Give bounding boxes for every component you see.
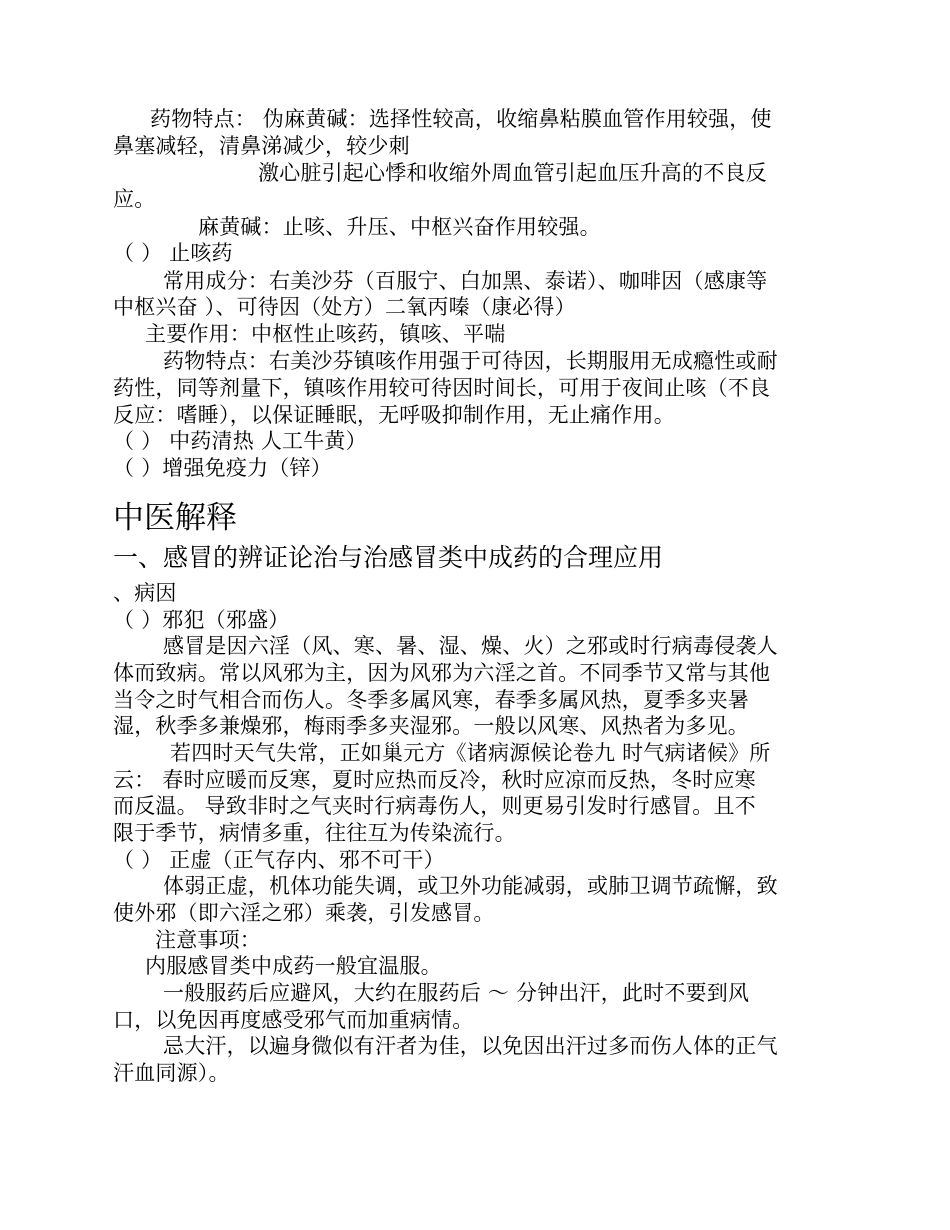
paragraph-line: 而反温。 导致非时之气夹时行病毒伤人，则更易引发时行感冒。且不 bbox=[113, 794, 756, 818]
paragraph-line: 常用成分：右美沙芬（百服宁、白加黑、泰诺）、咖啡因（感康等 bbox=[163, 269, 768, 293]
paragraph-line: 当令之时气相合而伤人。冬季多属风寒，春季多属风热，夏季多夹暑 bbox=[113, 688, 749, 712]
list-item-heading: （ ） 中药清热 人工牛黄） bbox=[113, 429, 367, 453]
paragraph-line: 口，以免因再度感受邪气而加重病情。 bbox=[113, 1008, 474, 1032]
list-item-heading: （ ） 正虚（正气存内、邪不可干） bbox=[113, 848, 445, 872]
paragraph-line: 内服感冒类中成药一般宜温服。 bbox=[145, 954, 442, 978]
paragraph-line: 药性，同等剂量下，镇咳作用较可待因时间长，可用于夜间止咳（不良 bbox=[113, 376, 771, 400]
paragraph-line: 若四时天气失常，正如巢元方《诸病源候论卷九 时气病诸候》所 bbox=[170, 741, 771, 765]
paragraph-line: 感冒是因六淫（风、寒、暑、湿、燥、火）之邪或时行病毒侵袭人 bbox=[163, 634, 778, 658]
paragraph-line: 体弱正虚，机体功能失调，或卫外功能减弱，或肺卫调节疏懈，致 bbox=[163, 874, 778, 898]
paragraph-line: 体而致病。常以风邪为主，因为风邪为六淫之首。不同季节又常与其他 bbox=[113, 661, 771, 685]
list-item-heading: （ ）增强免疫力（锌） bbox=[113, 456, 332, 480]
paragraph-line: 中枢兴奋 ）、可待因（处方）二氧丙嗪（康必得） bbox=[113, 295, 576, 319]
paragraph-line: 药物特点：右美沙芬镇咳作用强于可待因，长期服用无成瘾性或耐 bbox=[163, 349, 778, 373]
paragraph-line: 麻黄碱：止咳、升压、中枢兴奋作用较强。 bbox=[198, 215, 601, 239]
paragraph-line: 药物特点： 伪麻黄碱：选择性较高，收缩鼻粘膜血管作用较强，使 bbox=[150, 107, 772, 131]
paragraph-line: 限于季节，病情多重，往往互为传染流行。 bbox=[113, 821, 516, 845]
paragraph-line: 汗血同源）。 bbox=[113, 1061, 230, 1085]
subsection-heading: 一、感冒的辨证论治与治感冒类中成药的合理应用 bbox=[113, 543, 664, 572]
paragraph-line: 一般服药后应避风，大约在服药后 ～ 分钟出汗，此时不要到风 bbox=[163, 981, 750, 1005]
paragraph-line: 湿，秋季多兼燥邪，梅雨季多夹湿邪。一般以风寒、风热者为多见。 bbox=[113, 714, 749, 738]
paragraph-line: 反应：嗜睡），以保证睡眠，无呼吸抑制作用，无止痛作用。 bbox=[113, 403, 675, 427]
list-item-heading: （ ） 止咳药 bbox=[113, 241, 233, 265]
paragraph-line: 忌大汗，以遍身微似有汗者为佳，以免因出汗过多而伤人体的正气 bbox=[163, 1034, 778, 1058]
paragraph-line: 主要作用：中枢性止咳药，镇咳、平喘 bbox=[145, 322, 506, 346]
paragraph-line: 云： 春时应暖而反寒，夏时应热而反冷，秋时应凉而反热，冬时应寒 bbox=[113, 768, 756, 792]
paragraph-line: 激心脏引起心悸和收缩外周血管引起血压升高的不良反 bbox=[258, 161, 767, 185]
list-item-heading: 、病因 bbox=[113, 581, 177, 605]
paragraph-line: 应。 bbox=[113, 187, 156, 211]
notes-heading: 注意事项： bbox=[155, 928, 261, 952]
list-item-heading: （ ）邪犯（邪盛） bbox=[113, 608, 290, 632]
paragraph-line: 鼻塞减轻，清鼻涕减少，较少刺 bbox=[113, 134, 410, 158]
paragraph-line: 使外邪（即六淫之邪）乘袭，引发感冒。 bbox=[113, 901, 495, 925]
section-heading: 中医解释 bbox=[113, 500, 237, 536]
